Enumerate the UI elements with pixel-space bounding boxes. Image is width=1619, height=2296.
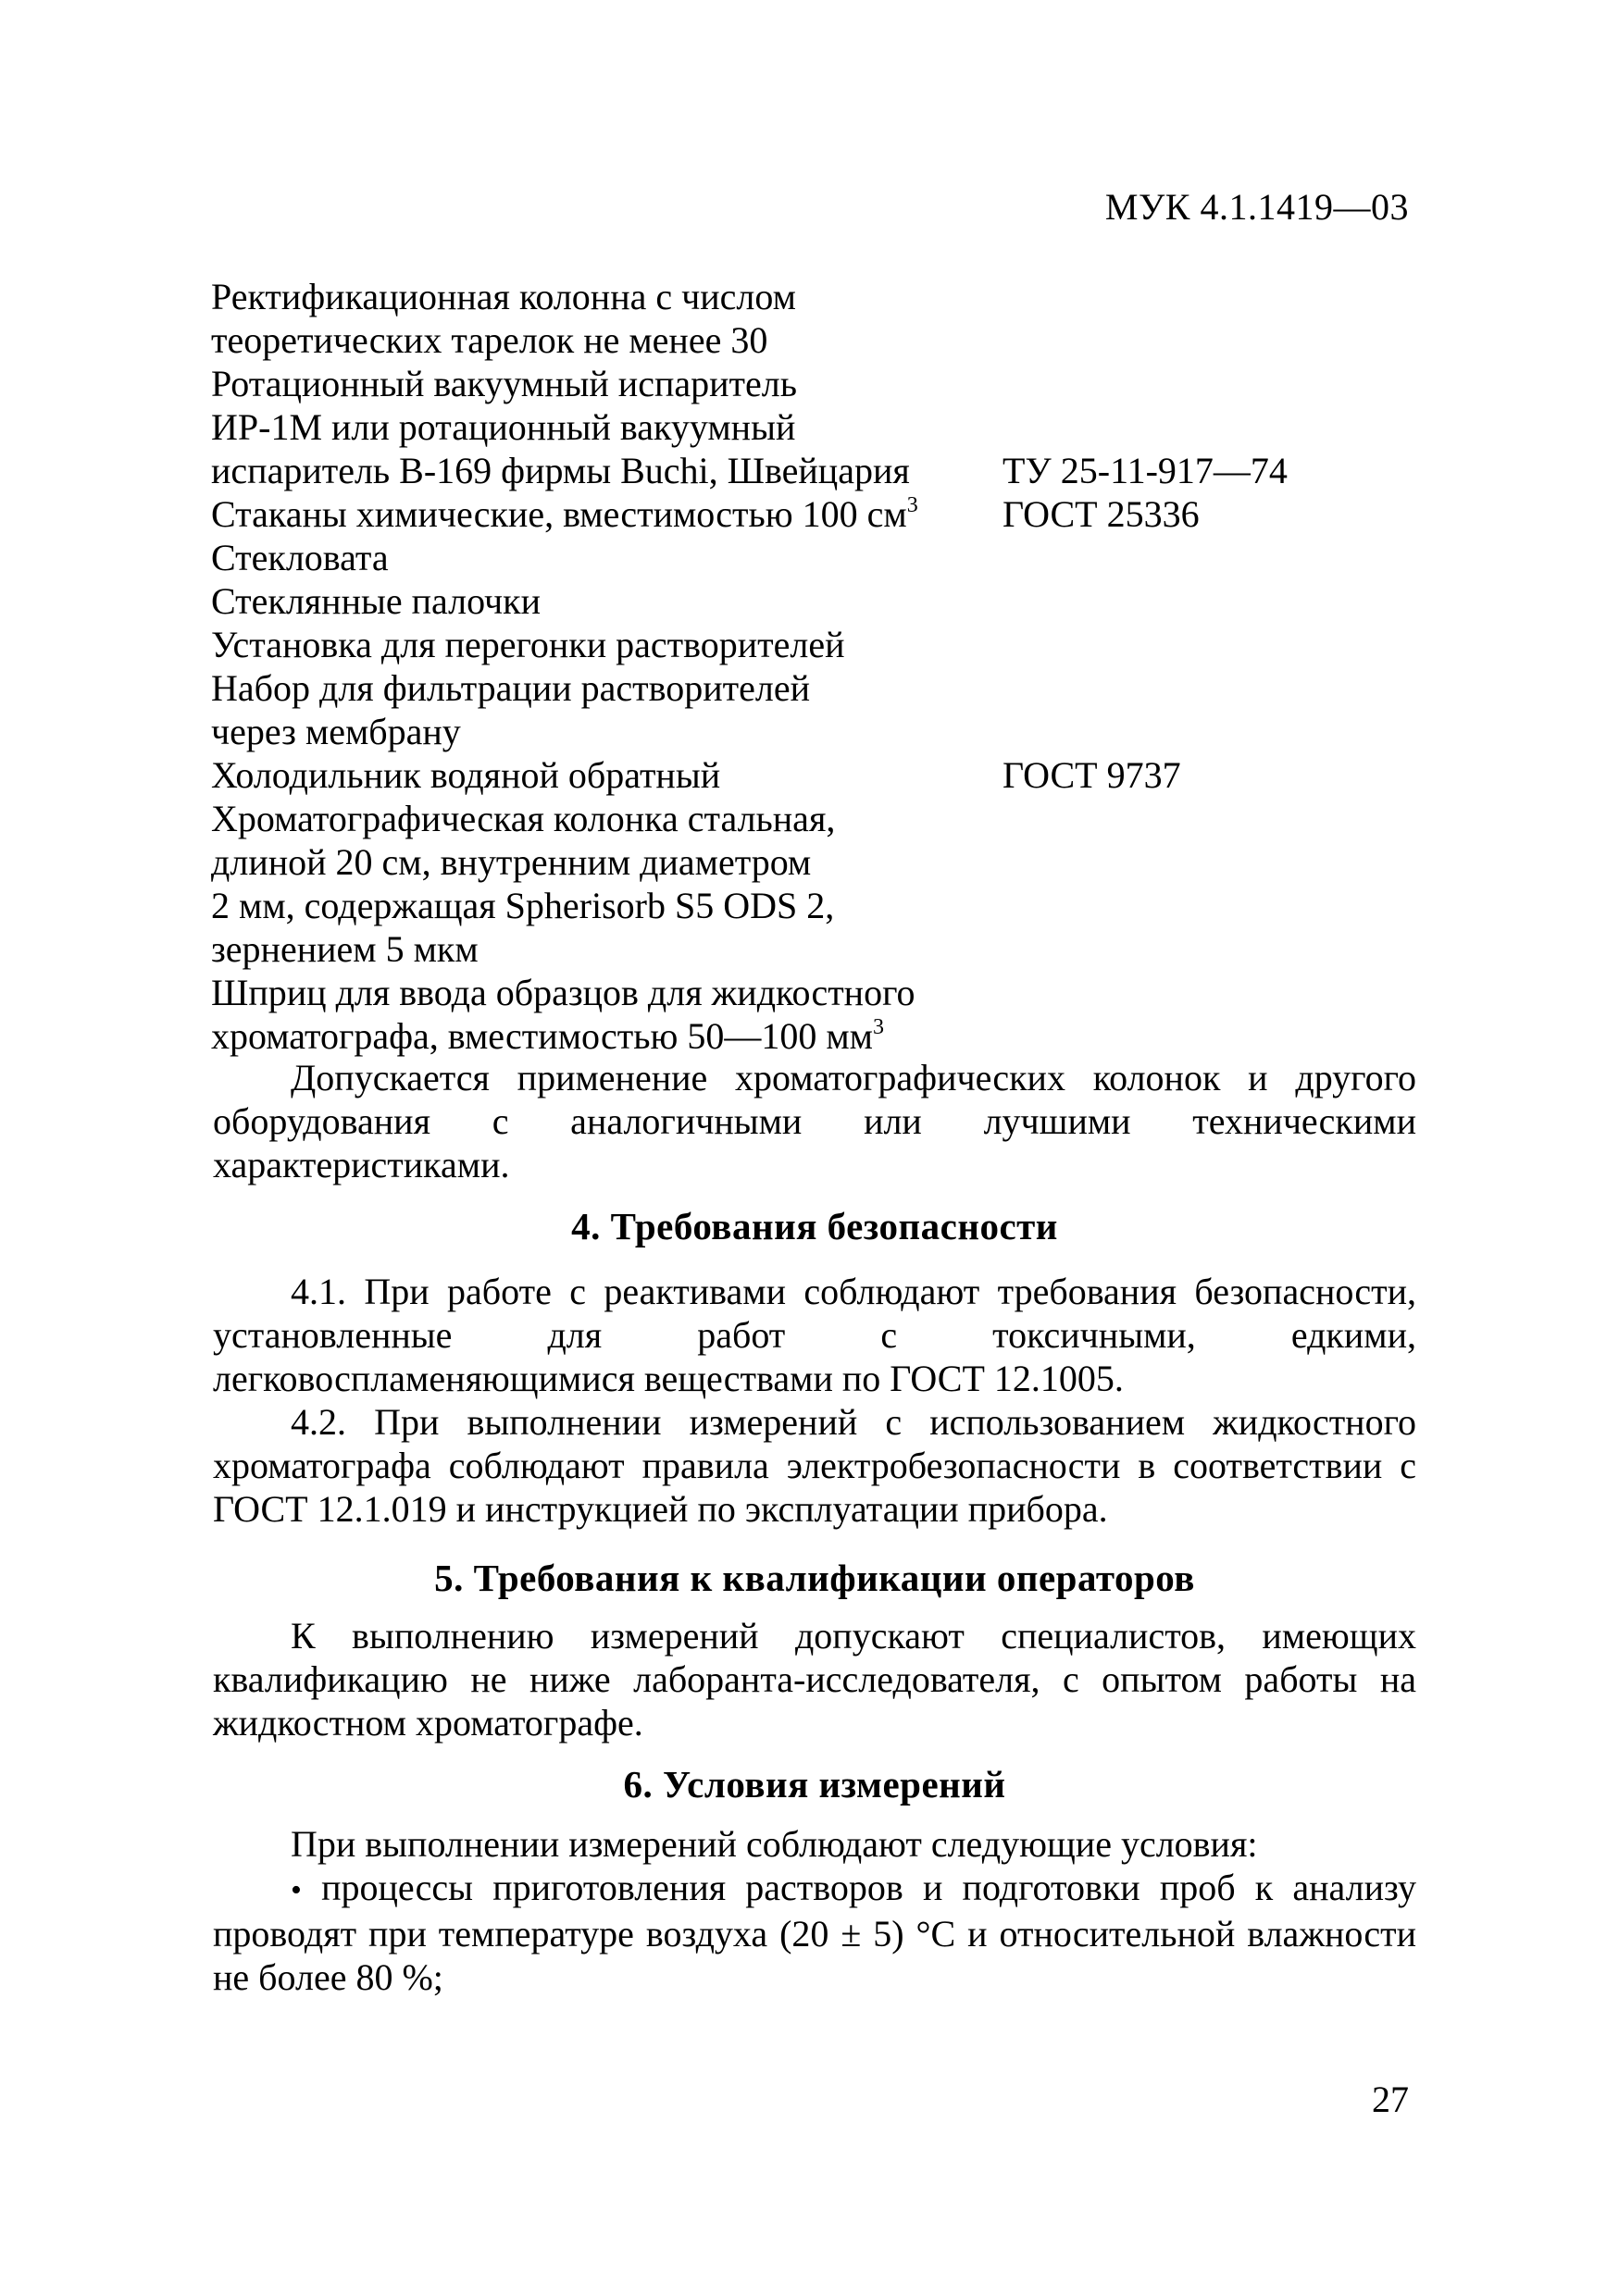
equipment-name: Набор для фильтрации растворителей <box>211 667 811 709</box>
equipment-name: испаритель В-169 фирмы Buchi, Швейцария <box>211 450 910 491</box>
superscript: 3 <box>872 1015 884 1039</box>
equipment-name: зернением 5 мкм <box>211 928 479 970</box>
section-paragraph: К выполнению измерений допускают специалистов, имеющих квалификацию не ниже лаборанта-исследователя, с опытом работы на жидкостном хроматографе. <box>213 1615 1416 1744</box>
bullet-item <box>213 1866 1416 1999</box>
equipment-name-text: Стаканы химические, вместимостью 100 см <box>211 493 907 535</box>
bullet-icon: • <box>291 1873 302 1907</box>
equipment-line <box>211 666 1414 710</box>
section-body <box>213 1614 1416 1744</box>
equipment-name: теоретических тарелок не менее 30 <box>211 319 768 361</box>
equipment-name: Хроматографическая колонка стальная, <box>211 798 836 839</box>
equipment-standard: ТУ 25-11-917—74 <box>1003 450 1288 491</box>
section-heading: 5. Требования к квалификации операторов <box>434 1557 1195 1599</box>
section-paragraph: 4.2. При выполнении измерений с использованием жидкостного хроматографа соблюдают правила электробезопасности в соответствии с ГОСТ 12.1.019 и инструкцией по эксплуатации прибора. <box>213 1401 1416 1530</box>
note-block <box>213 1056 1416 1186</box>
equipment-name: Установка для перегонки растворителей <box>211 624 845 665</box>
equipment-line <box>211 492 1414 536</box>
equipment-name: 2 мм, содержащая Spherisorb S5 ODS 2, <box>211 885 835 926</box>
section-body <box>213 1270 1416 1531</box>
equipment-line <box>211 318 1414 362</box>
equipment-line <box>211 1014 1414 1058</box>
equipment-name: Шприц для ввода образцов для жидкостного <box>211 972 915 1013</box>
equipment-name: длиной 20 см, внутренним диаметром <box>211 841 812 883</box>
equipment-line <box>211 579 1414 623</box>
section-intro: При выполнении измерений соблюдают следующие условия: <box>291 1823 1258 1865</box>
equipment-line <box>211 405 1414 449</box>
equipment-line <box>211 623 1414 666</box>
equipment-name: Стекловата <box>211 537 389 578</box>
equipment-line <box>211 927 1414 971</box>
section-heading: 6. Условия измерений <box>623 1763 1006 1806</box>
equipment-line <box>211 275 1414 318</box>
equipment-name: ИР-1М или ротационный вакуумный <box>211 406 796 448</box>
note-paragraph: Допускается применение хроматографических колонок и другого оборудования с аналогичными или лучшими техническими характеристиками. <box>213 1057 1416 1185</box>
section-paragraph: 4.1. При работе с реактивами соблюдают требования безопасности, установленные для работ с токсичными, едкими, легковоспламеняющимися веществами по ГОСТ 12.1005. <box>213 1271 1416 1399</box>
equipment-line <box>211 710 1414 753</box>
equipment-list <box>211 275 1414 1058</box>
equipment-line <box>211 753 1414 797</box>
bullet-text: процессы приготовления растворов и подготовки проб к анализу проводят при температуре воздуха (20 ± 5) °С и относительной влажности не более 80 %; <box>213 1867 1416 1998</box>
equipment-line <box>211 536 1414 579</box>
equipment-name: Холодильник водяной обратный <box>211 754 721 796</box>
equipment-line <box>211 884 1414 927</box>
equipment-name <box>211 1014 1003 1058</box>
equipment-line <box>211 797 1414 840</box>
equipment-line <box>211 971 1414 1014</box>
equipment-line <box>211 840 1414 884</box>
document-code: МУК 4.1.1419—03 <box>1104 186 1409 228</box>
equipment-line <box>211 449 1414 492</box>
equipment-name: Ротационный вакуумный испаритель <box>211 363 797 404</box>
section-body <box>213 1822 1416 1999</box>
equipment-standard: ГОСТ 25336 <box>1003 493 1200 535</box>
equipment-name-text: хроматографа, вместимостью 50—100 мм <box>211 1015 873 1057</box>
equipment-name: через мембрану <box>211 711 461 752</box>
section-heading: 4. Требования безопасности <box>571 1205 1058 1247</box>
superscript: 3 <box>906 493 918 517</box>
equipment-name <box>211 492 1003 536</box>
equipment-name: Ректификационная колонна с числом <box>211 276 796 317</box>
equipment-line <box>211 362 1414 405</box>
page-number: 27 <box>1372 2079 1409 2120</box>
equipment-standard: ГОСТ 9737 <box>1003 754 1181 796</box>
equipment-name: Стеклянные палочки <box>211 580 542 622</box>
